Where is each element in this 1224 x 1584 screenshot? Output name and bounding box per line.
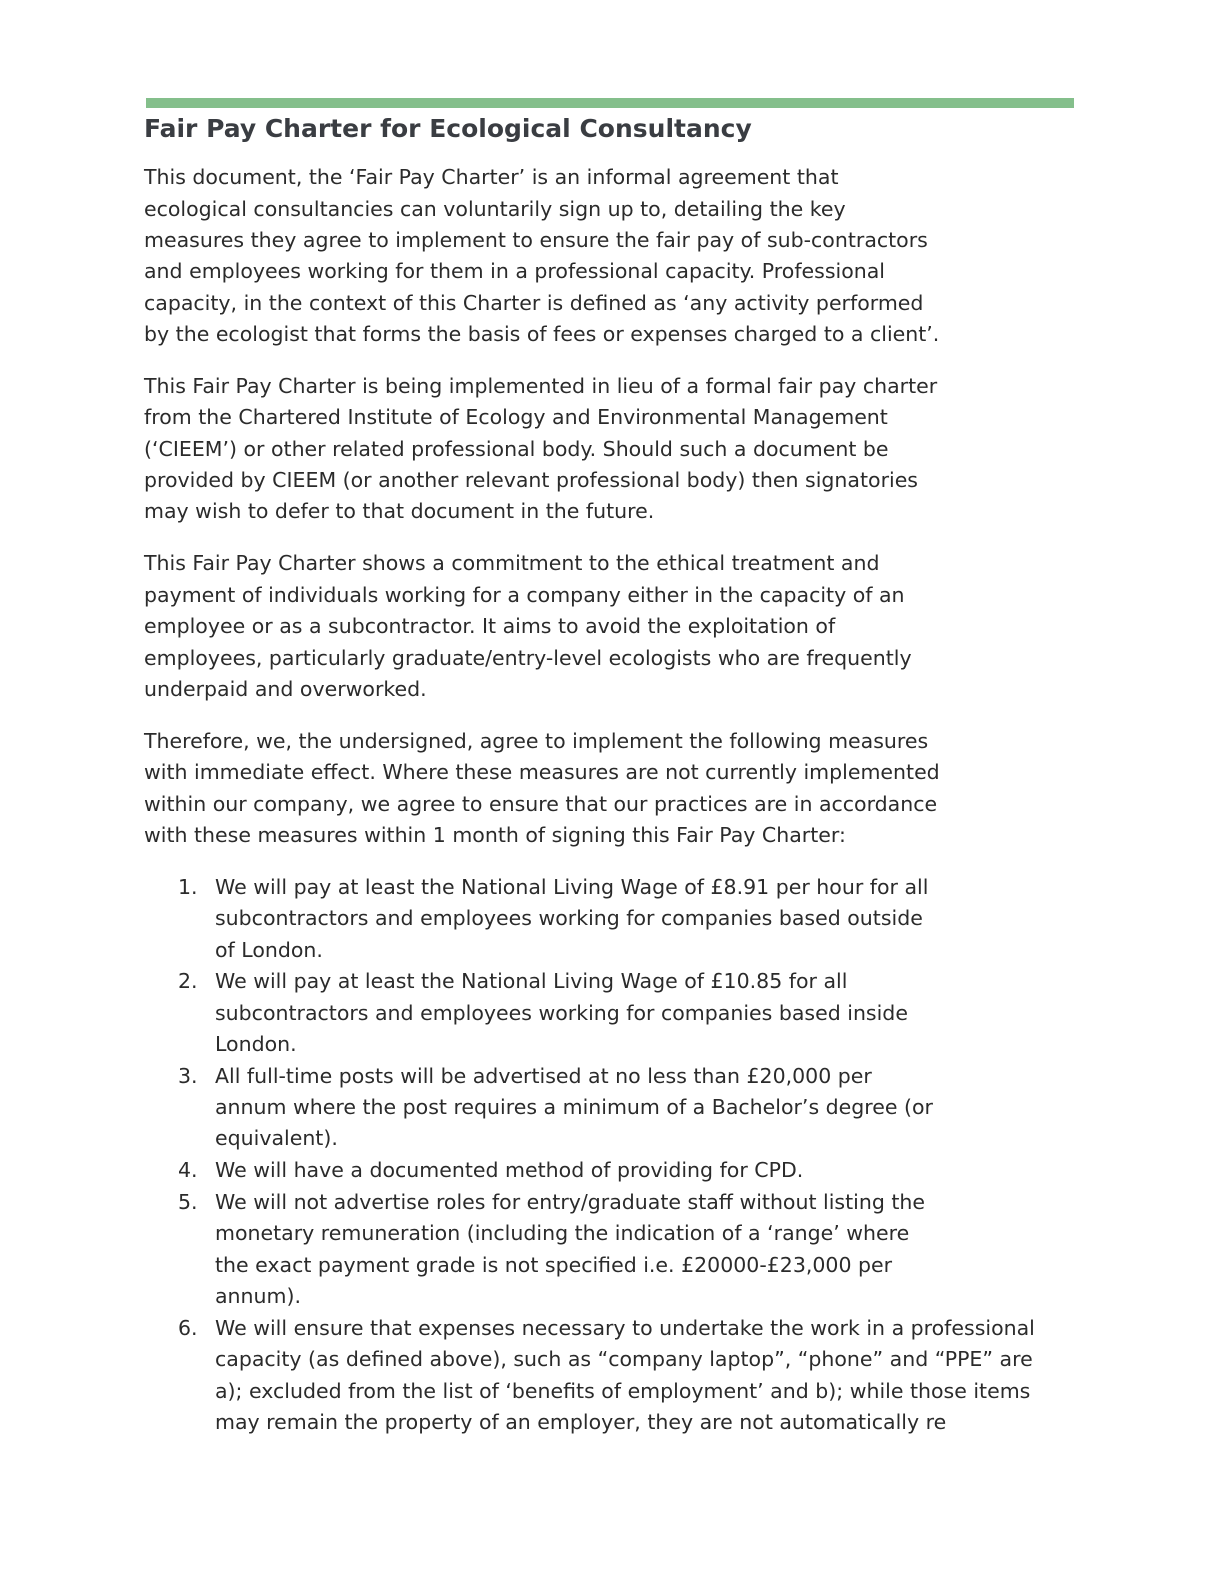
list-number: 6. bbox=[178, 1316, 198, 1340]
list-number: 2. bbox=[178, 969, 198, 993]
list-line: may remain the property of an employer, they are not automatically re bbox=[215, 1410, 947, 1434]
paragraph-line: Therefore, we, the undersigned, agree to implement the following measures bbox=[144, 729, 929, 753]
header-rule bbox=[146, 98, 1074, 108]
list-line: capacity (as defined above), such as “company laptop”, “phone” and “PPE” are bbox=[215, 1347, 1033, 1371]
list-line: the exact payment grade is not specified i.e. £20000-£23,000 per bbox=[215, 1253, 893, 1277]
list-line: We will pay at least the National Living Wage of £10.85 for all bbox=[215, 969, 848, 993]
list-line: equivalent). bbox=[215, 1126, 338, 1150]
list-line: All full-time posts will be advertised at no less than £20,000 per bbox=[215, 1064, 872, 1088]
list-line: We will pay at least the National Living Wage of £8.91 per hour for all bbox=[215, 875, 929, 899]
paragraph-line: with these measures within 1 month of signing this Fair Pay Charter: bbox=[144, 823, 846, 847]
paragraph-line: may wish to defer to that document in the future. bbox=[144, 499, 655, 523]
paragraph-line: underpaid and overworked. bbox=[144, 677, 427, 701]
list-line: subcontractors and employees working for companies based outside bbox=[215, 906, 923, 930]
list-number: 1. bbox=[178, 875, 198, 899]
list-number: 5. bbox=[178, 1190, 198, 1214]
paragraph-line: This Fair Pay Charter shows a commitment to the ethical treatment and bbox=[144, 551, 880, 575]
paragraph-line: within our company, we agree to ensure that our practices are in accordance bbox=[144, 792, 938, 816]
paragraph-line: provided by CIEEM (or another relevant professional body) then signatories bbox=[144, 468, 918, 492]
document-title: Fair Pay Charter for Ecological Consultancy bbox=[144, 114, 752, 143]
paragraph-line: employees, particularly graduate/entry-level ecologists who are frequently bbox=[144, 646, 912, 670]
paragraph-line: employee or as a subcontractor. It aims to avoid the exploitation of bbox=[144, 614, 836, 638]
list-line: We will ensure that expenses necessary to undertake the work in a professional bbox=[215, 1316, 1035, 1340]
list-line: of London. bbox=[215, 938, 323, 962]
list-line: annum where the post requires a minimum of a Bachelor’s degree (or bbox=[215, 1095, 933, 1119]
paragraph-line: (‘CIEEM’) or other related professional body. Should such a document be bbox=[144, 437, 889, 461]
paragraph-line: with immediate effect. Where these measures are not currently implemented bbox=[144, 760, 940, 784]
paragraph-line: This document, the ‘Fair Pay Charter’ is an informal agreement that bbox=[144, 165, 839, 189]
list-line: We will not advertise roles for entry/graduate staff without listing the bbox=[215, 1190, 925, 1214]
paragraph-line: and employees working for them in a professional capacity. Professional bbox=[144, 259, 885, 283]
list-line: monetary remuneration (including the indication of a ‘range’ where bbox=[215, 1221, 910, 1245]
paragraph-line: from the Chartered Institute of Ecology and Environmental Management bbox=[144, 405, 888, 429]
paragraph-line: by the ecologist that forms the basis of fees or expenses charged to a client’. bbox=[144, 322, 940, 346]
list-line: annum). bbox=[215, 1284, 302, 1308]
paragraph-line: ecological consultancies can voluntarily sign up to, detailing the key bbox=[144, 197, 846, 221]
list-line: We will have a documented method of providing for CPD. bbox=[215, 1158, 804, 1182]
list-line: subcontractors and employees working for companies based inside bbox=[215, 1001, 908, 1025]
list-number: 3. bbox=[178, 1064, 198, 1088]
list-line: London. bbox=[215, 1032, 297, 1056]
paragraph-line: This Fair Pay Charter is being implemented in lieu of a formal fair pay charter bbox=[144, 374, 938, 398]
list-line: a); excluded from the list of ‘benefits of employment’ and b); while those items bbox=[215, 1379, 1031, 1403]
paragraph-line: payment of individuals working for a company either in the capacity of an bbox=[144, 583, 905, 607]
paragraph-line: measures they agree to implement to ensure the fair pay of sub-contractors bbox=[144, 228, 928, 252]
paragraph-line: capacity, in the context of this Charter is defined as ‘any activity performed bbox=[144, 291, 924, 315]
list-number: 4. bbox=[178, 1158, 198, 1182]
